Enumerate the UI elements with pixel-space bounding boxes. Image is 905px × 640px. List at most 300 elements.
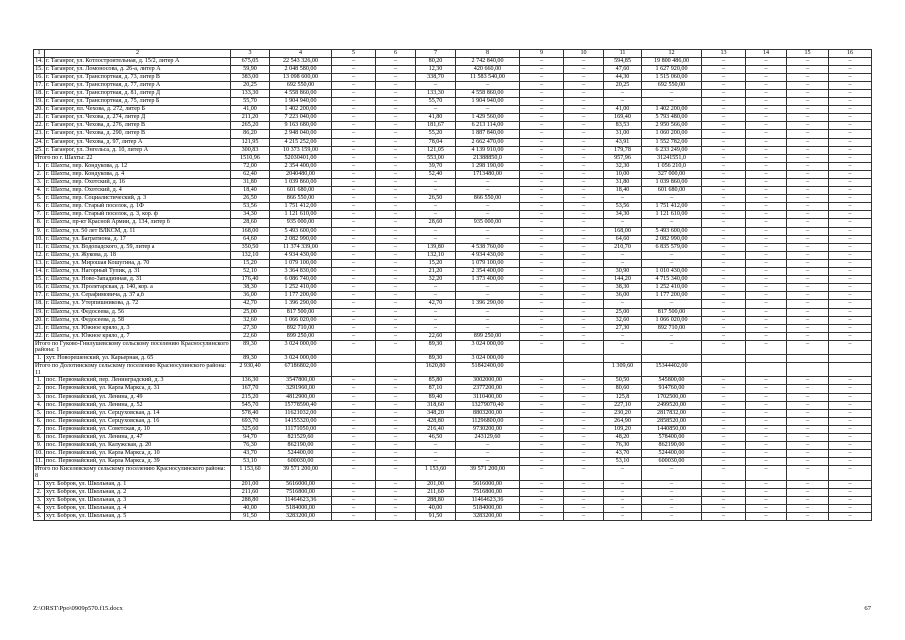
table-cell: –: [520, 450, 564, 458]
table-cell: [604, 355, 642, 363]
table-cell: –: [787, 73, 829, 81]
table-cell: 553,00: [416, 154, 456, 162]
table-cell: –: [564, 73, 604, 81]
table-cell: 675,05: [231, 57, 270, 65]
table-cell: –: [746, 122, 787, 130]
table-cell: 21,20: [416, 268, 456, 276]
table-cell: –: [787, 89, 829, 97]
table-cell: –: [787, 496, 829, 504]
address-cell: хут. Новорешенский, ул. Карьерная, д. 65: [45, 355, 231, 363]
table-cell: 6 233 249,00: [642, 146, 702, 154]
table-cell: 2 082 990,00: [270, 235, 332, 243]
table-row: [34, 480, 872, 488]
table-cell: –: [746, 496, 787, 504]
table-cell: –: [787, 401, 829, 409]
table-cell: 125,8: [604, 393, 642, 401]
table-cell: 4 558 860,00: [270, 89, 332, 97]
table-row: [34, 300, 872, 308]
table-cell: –: [520, 243, 564, 251]
table-cell: –: [787, 442, 829, 450]
table-cell: 55,70: [416, 98, 456, 106]
column-header: 16: [829, 50, 872, 58]
table-cell: –: [416, 458, 456, 466]
address-cell: г. Таганрог, пл. Чехова, д. 272, литер Б: [45, 106, 231, 114]
table-cell: –: [829, 442, 872, 450]
table-cell: –: [332, 316, 376, 324]
table-cell: –: [332, 235, 376, 243]
table-cell: 80,20: [416, 57, 456, 65]
column-header: 8: [456, 50, 520, 58]
table-cell: 11 583 540,00: [456, 73, 520, 81]
table-cell: 692 550,00: [270, 81, 332, 89]
table-cell: 2 742 840,00: [456, 57, 520, 65]
table-cell: –: [829, 284, 872, 292]
table-cell: 1 066 020,00: [270, 316, 332, 324]
table-cell: –: [376, 393, 416, 401]
table-cell: –: [829, 332, 872, 340]
table-cell: –: [702, 146, 746, 154]
table-row: [34, 122, 872, 130]
table-cell: –: [376, 179, 416, 187]
table-cell: –: [746, 332, 787, 340]
table-cell: 1 373 400,00: [456, 276, 520, 284]
table-cell: –: [642, 332, 702, 340]
address-cell: г. Таганрог, ул. Ломоносова, д. 26-а, литер А: [45, 65, 231, 73]
table-cell: [746, 363, 787, 377]
table-cell: –: [564, 162, 604, 170]
table-cell: 31241551,0: [642, 154, 702, 162]
table-cell: –: [787, 187, 829, 195]
table-cell: 428,80: [416, 417, 456, 425]
table-cell: 7 223 040,00: [270, 114, 332, 122]
table-cell: 862190,00: [642, 442, 702, 450]
table-cell: 10 373 159,00: [270, 146, 332, 154]
table-cell: –: [376, 450, 416, 458]
table-cell: –: [829, 235, 872, 243]
table-cell: 18,40: [231, 187, 270, 195]
table-cell: –: [520, 496, 564, 504]
table-cell: –: [520, 488, 564, 496]
table-cell: 4 934 430,00: [270, 251, 332, 259]
table-cell: –: [787, 324, 829, 332]
table-cell: –: [376, 276, 416, 284]
table-cell: –: [332, 417, 376, 425]
table-cell: –: [829, 219, 872, 227]
address-cell: г. Шахты, ул. 50 лет ВЛКСМ, д. 11: [45, 227, 231, 235]
table-cell: 5184000,00: [270, 504, 332, 512]
table-cell: 20.: [35, 106, 43, 113]
table-cell: –: [829, 154, 872, 162]
table-cell: 338,70: [416, 73, 456, 81]
table-cell: –: [829, 106, 872, 114]
table-cell: –: [564, 57, 604, 65]
table-cell: –: [520, 227, 564, 235]
table-cell: –: [787, 154, 829, 162]
table-row: [34, 268, 872, 276]
table-row: [34, 259, 872, 267]
table-cell: 83,53: [604, 122, 642, 130]
table-cell: [787, 355, 829, 363]
table-cell: 524400,00: [270, 450, 332, 458]
table-cell: –: [829, 138, 872, 146]
table-cell: –: [746, 219, 787, 227]
table-cell: 210,70: [604, 243, 642, 251]
table-cell: –: [829, 73, 872, 81]
address-cell: пос. Первомайский, ул. Карла Маркса, д. 10: [45, 450, 231, 458]
table-row: [34, 488, 872, 496]
table-cell: 31,00: [604, 130, 642, 138]
table-cell: –: [746, 73, 787, 81]
table-cell: 27,30: [604, 324, 642, 332]
table-cell: –: [702, 138, 746, 146]
table-cell: 545,70: [231, 401, 270, 409]
table-cell: –: [332, 106, 376, 114]
table-cell: –: [604, 504, 642, 512]
table-cell: 216,40: [416, 425, 456, 433]
address-cell: пос. Первомайский, ул. Карла Маркса, д. 39: [45, 458, 231, 466]
table-cell: 3 364 830,00: [270, 268, 332, 276]
table-cell: –: [604, 332, 642, 340]
table-cell: 11464623,36: [270, 496, 332, 504]
table-cell: –: [604, 512, 642, 520]
table-cell: 215,20: [231, 393, 270, 401]
table-cell: 11.: [35, 243, 43, 250]
table-cell: 15.: [35, 276, 43, 283]
table-cell: –: [564, 504, 604, 512]
table-cell: 3 024 000,00: [270, 340, 332, 354]
table-cell: –: [702, 211, 746, 219]
table-cell: 109,20: [604, 425, 642, 433]
table-cell: 601 680,00: [270, 187, 332, 195]
table-cell: –: [642, 98, 702, 106]
table-cell: –: [520, 276, 564, 284]
table-cell: 132,10: [416, 251, 456, 259]
table-cell: –: [829, 425, 872, 433]
table-row: [34, 227, 872, 235]
table-cell: –: [564, 65, 604, 73]
table-cell: –: [520, 324, 564, 332]
table-cell: –: [376, 106, 416, 114]
table-cell: –: [564, 211, 604, 219]
table-cell: 18.: [35, 300, 43, 307]
table-cell: –: [376, 211, 416, 219]
table-cell: –: [416, 442, 456, 450]
table-cell: –: [376, 146, 416, 154]
table-cell: –: [829, 98, 872, 106]
table-cell: –: [829, 504, 872, 512]
table-cell: 3110400,00: [456, 393, 520, 401]
table-row: [34, 195, 872, 203]
table-cell: –: [702, 162, 746, 170]
table-cell: –: [520, 308, 564, 316]
address-cell: г. Таганрог, ул. Чехова, д. 290, литер В: [45, 130, 231, 138]
table-cell: –: [376, 377, 416, 385]
table-cell: 32,60: [604, 316, 642, 324]
table-cell: –: [702, 292, 746, 300]
table-cell: 2040480,00: [270, 170, 332, 178]
table-cell: –: [564, 122, 604, 130]
table-cell: –: [456, 211, 520, 219]
table-cell: –: [604, 219, 642, 227]
table-cell: 59,90: [231, 65, 270, 73]
table-cell: –: [702, 203, 746, 211]
table-cell: –: [642, 512, 702, 520]
table-cell: –: [702, 308, 746, 316]
table-cell: –: [520, 130, 564, 138]
address-cell: г. Шахты, пер. Старый поселок, д. 1Ф: [45, 203, 231, 211]
subtotal-label: Итого по г. Шахты: 22: [34, 154, 231, 162]
table-cell: –: [702, 332, 746, 340]
table-cell: 693,70: [231, 417, 270, 425]
address-cell: г. Шахты, пер. Кондукова, д. 4: [45, 170, 231, 178]
table-cell: 6 213 114,00: [456, 122, 520, 130]
table-cell: 300,83: [231, 146, 270, 154]
table-cell: –: [564, 268, 604, 276]
table-cell: 601 680,00: [642, 187, 702, 195]
table-cell: [564, 355, 604, 363]
table-cell: –: [376, 162, 416, 170]
table-cell: 6.: [34, 417, 45, 425]
table-row: [34, 292, 872, 300]
table-cell: –: [746, 276, 787, 284]
table-cell: –: [746, 409, 787, 417]
column-header: 4: [270, 50, 332, 58]
table-cell: 38,30: [604, 284, 642, 292]
table-cell: –: [332, 393, 376, 401]
table-cell: –: [829, 340, 872, 354]
table-cell: –: [702, 417, 746, 425]
table-cell: 26,50: [416, 195, 456, 203]
table-cell: –: [456, 450, 520, 458]
table-row: [34, 106, 872, 114]
table-cell: –: [416, 211, 456, 219]
address-cell: хут. Бобров, ул. Школьная, д. 4: [45, 504, 231, 512]
table-cell: –: [332, 425, 376, 433]
table-cell: –: [376, 114, 416, 122]
table-cell: 1 153,60: [416, 466, 456, 480]
table-cell: –: [376, 466, 416, 480]
table-cell: 2377200,00: [456, 385, 520, 393]
table-cell: 1 121 610,00: [270, 211, 332, 219]
table-cell: 14.: [35, 268, 43, 275]
address-cell: г. Шахты, пер. Охотский, д. 4: [45, 187, 231, 195]
address-cell: г. Таганрог, ул. Транспортная, д. 73, литер В: [45, 73, 231, 81]
table-cell: 17.: [35, 81, 43, 88]
table-cell: –: [332, 138, 376, 146]
table-cell: –: [416, 324, 456, 332]
column-header: 10: [564, 50, 604, 58]
table-cell: 36,00: [604, 292, 642, 300]
table-cell: –: [456, 442, 520, 450]
table-cell: –: [604, 89, 642, 97]
table-cell: 7516800,00: [456, 488, 520, 496]
table-cell: –: [520, 251, 564, 259]
table-cell: –: [787, 235, 829, 243]
table-cell: –: [829, 496, 872, 504]
table-cell: –: [564, 425, 604, 433]
table-cell: 5184000,00: [456, 504, 520, 512]
table-row: [34, 203, 872, 211]
table-cell: 21.: [35, 324, 43, 331]
table-cell: –: [829, 122, 872, 130]
table-cell: –: [332, 98, 376, 106]
table-cell: –: [520, 504, 564, 512]
table-cell: 176,40: [231, 276, 270, 284]
table-cell: –: [376, 480, 416, 488]
table-cell: –: [564, 243, 604, 251]
table-cell: [829, 363, 872, 377]
table-cell: –: [564, 203, 604, 211]
table-cell: –: [787, 251, 829, 259]
table-cell: 1 060 200,00: [642, 130, 702, 138]
table-cell: –: [376, 57, 416, 65]
table-cell: 1 252 410,00: [270, 284, 332, 292]
table-cell: 899 250,00: [456, 332, 520, 340]
table-cell: –: [829, 466, 872, 480]
table-cell: –: [332, 57, 376, 65]
table-cell: –: [829, 259, 872, 267]
table-cell: 41,80: [416, 114, 456, 122]
table-cell: 53,10: [231, 458, 270, 466]
table-cell: 46,50: [416, 434, 456, 442]
table-cell: 5616000,00: [456, 480, 520, 488]
table-cell: –: [702, 340, 746, 354]
table-cell: –: [376, 73, 416, 81]
table-cell: –: [702, 98, 746, 106]
table-cell: –: [787, 98, 829, 106]
table-cell: –: [746, 146, 787, 154]
table-cell: –: [332, 300, 376, 308]
table-cell: –: [702, 65, 746, 73]
address-cell: г. Шахты, ул. Багратиона, д. 17: [45, 235, 231, 243]
table-cell: –: [520, 512, 564, 520]
address-cell: г. Шахты, ул. Утерпишникова, д. 72: [45, 300, 231, 308]
page-number: 67: [864, 605, 871, 612]
table-cell: –: [787, 434, 829, 442]
table-cell: 862190,00: [270, 442, 332, 450]
table-cell: 1.: [34, 162, 45, 170]
table-cell: –: [829, 480, 872, 488]
table-cell: 16.: [35, 284, 43, 291]
table-cell: –: [564, 324, 604, 332]
table-cell: 1 298 190,00: [456, 162, 520, 170]
table-cell: 31,80: [604, 179, 642, 187]
table-cell: 19 800 486,00: [642, 57, 702, 65]
table-cell: –: [746, 425, 787, 433]
table-cell: –: [787, 146, 829, 154]
table-cell: 3547800,00: [270, 377, 332, 385]
table-cell: 211,20: [231, 114, 270, 122]
address-cell: пос. Первомайский, ул. Ленина, д. 49: [45, 393, 231, 401]
table-cell: 19.: [35, 98, 43, 105]
table-cell: –: [520, 259, 564, 267]
address-cell: г. Таганрог, ул. Чехова, д. 97, литер А: [45, 138, 231, 146]
table-cell: [829, 355, 872, 363]
table-cell: –: [829, 401, 872, 409]
table-cell: 133,30: [416, 89, 456, 97]
table-cell: –: [564, 187, 604, 195]
table-row: [34, 138, 872, 146]
table-cell: 1702500,00: [642, 393, 702, 401]
table-cell: –: [416, 284, 456, 292]
column-header: 13: [702, 50, 746, 58]
table-cell: –: [702, 195, 746, 203]
table-cell: –: [746, 227, 787, 235]
table-cell: 8.: [34, 434, 45, 442]
table-cell: 4 215 252,00: [270, 138, 332, 146]
table-cell: –: [564, 496, 604, 504]
table-cell: 1 751 412,00: [642, 203, 702, 211]
address-cell: г. Шахты, пер. Кондукова, д. 12: [45, 162, 231, 170]
table-cell: –: [376, 409, 416, 417]
table-cell: 594,85: [604, 57, 642, 65]
table-cell: –: [702, 73, 746, 81]
table-cell: –: [746, 512, 787, 520]
table-cell: 1 396 290,00: [270, 300, 332, 308]
table-cell: 12,30: [416, 65, 456, 73]
table-cell: 13279070,40: [456, 401, 520, 409]
table-cell: 26,50: [231, 195, 270, 203]
table-cell: –: [604, 195, 642, 203]
table-cell: –: [520, 235, 564, 243]
table-cell: 168,00: [604, 227, 642, 235]
table-cell: 3 024 000,00: [270, 355, 332, 363]
table-cell: 25,00: [604, 308, 642, 316]
table-cell: 25,00: [231, 308, 270, 316]
table-cell: –: [829, 162, 872, 170]
table-cell: –: [746, 377, 787, 385]
table-cell: –: [564, 284, 604, 292]
address-cell: г. Таганрог, ул. Транспортная, д. 75, литер Б: [45, 98, 231, 106]
table-cell: –: [520, 187, 564, 195]
table-cell: –: [520, 65, 564, 73]
table-cell: –: [604, 340, 642, 354]
table-cell: –: [520, 138, 564, 146]
table-cell: –: [564, 235, 604, 243]
table-cell: –: [787, 284, 829, 292]
table-cell: –: [456, 227, 520, 235]
table-cell: 914760,00: [642, 385, 702, 393]
table-cell: –: [746, 65, 787, 73]
table-cell: –: [520, 417, 564, 425]
table-cell: –: [332, 122, 376, 130]
table-cell: –: [332, 401, 376, 409]
table-cell: 89,30: [231, 355, 270, 363]
table-cell: –: [829, 385, 872, 393]
table-cell: 168,00: [231, 227, 270, 235]
table-cell: 2 354 400,00: [270, 162, 332, 170]
table-cell: –: [332, 488, 376, 496]
table-cell: 5.: [34, 195, 45, 203]
table-cell: –: [376, 243, 416, 251]
table-cell: –: [787, 276, 829, 284]
table-cell: –: [376, 324, 416, 332]
table-cell: 14.: [35, 57, 43, 64]
subtotal-label: Итого по Долотинскому сельскому поселению Красносулинского района: 11: [34, 363, 231, 377]
table-cell: –: [787, 504, 829, 512]
address-cell: пос. Первомайский, ул. Калужская, д. 20: [45, 442, 231, 450]
table-cell: 13 098 600,00: [270, 73, 332, 81]
table-cell: –: [376, 219, 416, 227]
table-cell: –: [642, 466, 702, 480]
table-cell: –: [604, 300, 642, 308]
table-cell: –: [564, 308, 604, 316]
table-cell: 39 571 200,00: [456, 466, 520, 480]
file-path: Z:\ORST\Ppo\0909p570.f15.docx: [33, 605, 123, 612]
table-cell: –: [829, 324, 872, 332]
table-cell: –: [564, 458, 604, 466]
table-cell: 692 550,00: [642, 81, 702, 89]
